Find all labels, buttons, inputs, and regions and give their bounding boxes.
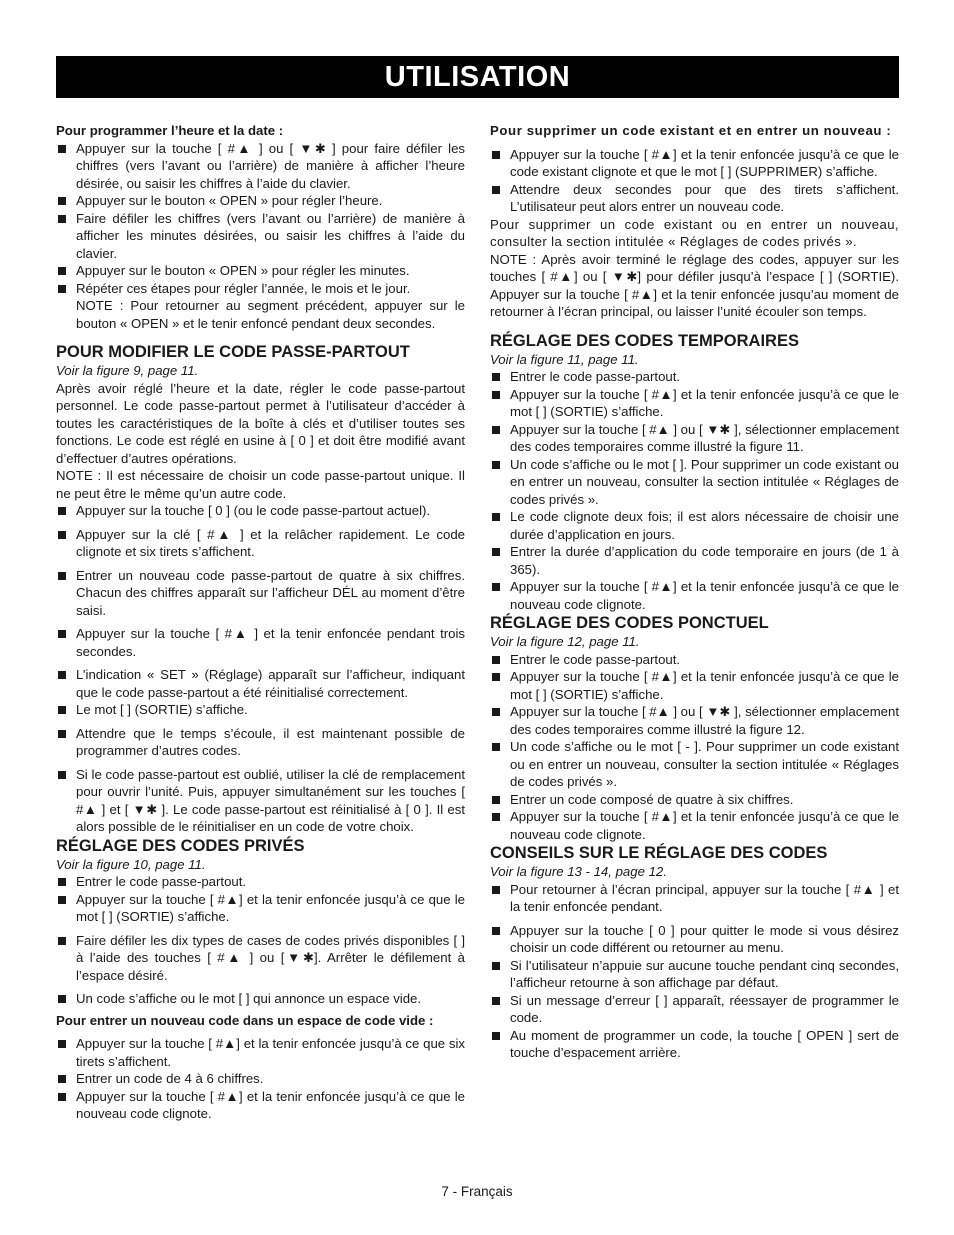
prog-note: NOTE : Pour retourner au segment précédent, appuyer sur le bouton « OPEN » et le tenir enfoncé pendant deux secondes. (76, 298, 465, 331)
delete-list (490, 146, 899, 216)
ponct-ref: Voir la figure 12, page 11. (490, 634, 640, 649)
list-item: Entrer le code passe-partout. (490, 651, 899, 669)
page-footer: 7 - Français (441, 1184, 513, 1199)
list-item: Au moment de programmer un code, la touche [ OPEN ] sert de touche d’espacement arrière. (490, 1027, 899, 1062)
list-item: Appuyer sur la touche [ #▲ ] ou [ ▼✱ ], sélectionner emplacement des codes temporaires comme illustré la figure 11. (490, 421, 899, 456)
delete-heading: Pour supprimer un code existant et en entrer un nouveau : (490, 123, 892, 138)
list-item: Appuyer sur la touche [ #▲] et la tenir enfoncée jusqu’à ce que le mot [ ] (SORTIE) s’affiche. (56, 891, 465, 926)
temp-heading: RÉGLAGE DES CODES TEMPORAIRES (490, 331, 799, 350)
list-item: Un code s’affiche ou le mot [ - ]. Pour supprimer un code existant ou en entrer un nouveau, consulter la section intitulée « Réglages de codes privés ». (490, 738, 899, 791)
list-item: Si l’utilisateur n’appuie sur aucune touche pendant cinq secondes, l’afficheur retourne à son affichage par défaut. (490, 957, 899, 992)
list-item: Pour retourner à l’écran principal, appuyer sur la touche [ #▲ ] et la tenir enfoncée pendant. (490, 881, 899, 916)
ponct-heading: RÉGLAGE DES CODES PONCTUEL (490, 614, 769, 632)
list-item: Appuyer sur la clé [ #▲ ] et la relâcher rapidement. Le code clignote et six tirets s’affichent. (56, 526, 465, 561)
list-item: Le code clignote deux fois; il est alors nécessaire de choisir une durée d’application en jours. (490, 508, 899, 543)
list-item: Attendre que le temps s’écoule, il est maintenant possible de programmer d’autres codes. (56, 725, 465, 760)
tips-list (490, 881, 899, 1062)
list-item: Appuyer sur le bouton « OPEN » pour régler les minutes. (56, 262, 465, 280)
temp-list (490, 368, 899, 613)
list-item: Appuyer sur la touche [ #▲] et la tenir enfoncée jusqu’à ce que le nouveau code clignote. (490, 578, 899, 613)
list-item: Appuyer sur la touche [ #▲] et la tenir enfoncée jusqu’à ce que le mot [ ] (SORTIE) s’affiche. (490, 386, 899, 421)
list-item: Entrer le code passe-partout. (56, 873, 465, 891)
empty-list (56, 1035, 465, 1123)
tips-ref: Voir la figure 13 - 14, page 12. (490, 864, 667, 879)
list-item: Un code s’affiche ou le mot [ ] qui annonce un espace vide. (56, 990, 465, 1008)
private-list (56, 873, 465, 1008)
list-item: Faire défiler les chiffres (vers l’avant ou l’arrière) de manière à afficher les minutes désirées, ou saisir les chiffres à l’aide du clavier. (56, 210, 465, 263)
prog-heading: Pour programmer l’heure et la date : (56, 123, 284, 138)
right-column (490, 122, 899, 1062)
list-item: Appuyer sur la touche [ 0 ] (ou le code passe-partout actuel). (56, 502, 465, 520)
list-item: Entrer un code de 4 à 6 chiffres. (56, 1070, 465, 1088)
prog-list (56, 140, 465, 298)
left-column (56, 122, 465, 1123)
list-item: Appuyer sur la touche [ #▲] et la tenir enfoncée jusqu’à ce que le code existant clignote et que le mot [ ] (SUPPRIMER) s’affiche. (490, 146, 899, 181)
list-item: Appuyer sur la touche [ #▲] et la tenir enfoncée jusqu’à ce que le nouveau code clignote. (56, 1088, 465, 1123)
delete-para: Pour supprimer un code existant ou en entrer un nouveau, consulter la section intitulée « Réglages de codes privés ». (490, 216, 899, 249)
list-item: Appuyer sur la touche [ 0 ] pour quitter le mode si vous désirez choisir un code différent ou retourner au menu. (490, 922, 899, 957)
list-item: Entrer un nouveau code passe-partout de quatre à six chiffres. Chacun des chiffres apparaît sur l’afficheur DÉL au moment d’être saisi. (56, 567, 465, 620)
list-item: Appuyer sur la touche [ #▲] et la tenir enfoncée jusqu’à ce que le mot [ ] (SORTIE) s’affiche. (490, 668, 899, 703)
page-title-bar (56, 56, 899, 98)
list-item: Appuyer sur la touche [ #▲ ] ou [ ▼✱ ] pour faire défiler les chiffres (vers l’avant ou l’arrière) de manière à afficher l’heure désirée, ou saisir les chiffres à l’aide du clavier. (56, 140, 465, 193)
private-ref: Voir la figure 10, page 11. (56, 856, 206, 872)
list-item: Attendre deux secondes pour que des tirets s’affichent. L’utilisateur peut alors entrer un nouveau code. (490, 181, 899, 216)
list-item: Appuyer sur la touche [ #▲] et la tenir enfoncée jusqu’à ce que le nouveau code clignote. (490, 808, 899, 843)
list-item: Appuyer sur le bouton « OPEN » pour régler l’heure. (56, 192, 465, 210)
list-item: Si un message d’erreur [ ] apparaît, réessayer de programmer le code. (490, 992, 899, 1027)
list-item: Le mot [ ] (SORTIE) s’affiche. (56, 701, 465, 719)
page-title: UTILISATION (384, 61, 571, 93)
list-item: Appuyer sur la touche [ #▲] et la tenir enfoncée jusqu’à ce que six tirets s’affichent. (56, 1035, 465, 1070)
list-item: Entrer un code composé de quatre à six chiffres. (490, 791, 899, 809)
master-heading: POUR MODIFIER LE CODE PASSE-PARTOUT (56, 343, 410, 361)
temp-ref: Voir la figure 11, page 11. (490, 351, 639, 367)
list-item: L’indication « SET » (Réglage) apparaît sur l’afficheur, indiquant que le code passe-partout a été réinitialisé correctement. (56, 666, 465, 701)
list-item: Si le code passe-partout est oublié, utiliser la clé de remplacement pour ouvrir l’unité. Puis, appuyer simultanément sur les touches [ #▲ ] et [ ▼✱ ]. Le code passe-partout est réinitialisé à [ 0 ]. Il est alors possible de le réinitialiser en un code de votre choix. (56, 766, 465, 836)
private-heading: RÉGLAGE DES CODES PRIVÉS (56, 836, 305, 855)
tips-heading: CONSEILS SUR LE RÉGLAGE DES CODES (490, 844, 828, 862)
list-item: Un code s’affiche ou le mot [ ]. Pour supprimer un code existant ou en entrer un nouveau, consulter la section intitulée « Réglages de codes privés ». (490, 456, 899, 509)
master-list (56, 502, 465, 836)
delete-note: NOTE : Après avoir terminé le réglage des codes, appuyer sur les touches [ #▲] ou [ ▼✱] pour défiler jusqu’à l’espace [ ] (SORTIE). Appuyer sur la touche [ #▲] et la tenir enfoncée jusqu’au moment de retourner à l’écran principal, ou laisser l’unité écouler son temps. (490, 251, 899, 319)
list-item: Entrer le code passe-partout. (490, 368, 899, 386)
list-item: Faire défiler les dix types de cases de codes privés disponibles [ ] à l’aide des touches [ #▲ ] ou [▼✱]. Arrêter le défilement à l’espace désiré. (56, 932, 465, 985)
master-ref: Voir la figure 9, page 11. (56, 363, 199, 378)
empty-heading: Pour entrer un nouveau code dans un espace de code vide : (56, 1012, 434, 1028)
ponct-list (490, 651, 899, 844)
list-item: Entrer la durée d’application du code temporaire en jours (de 1 à 365). (490, 543, 899, 578)
list-item: Appuyer sur la touche [ #▲ ] ou [ ▼✱ ], sélectionner emplacement des codes temporaires comme illustré la figure 12. (490, 703, 899, 738)
list-item: Répéter ces étapes pour régler l’année, le mois et le jour. (56, 280, 465, 298)
master-note: NOTE : Il est nécessaire de choisir un code passe-partout unique. Il ne peut être le même qu’un autre code. (56, 468, 465, 501)
master-para: Après avoir réglé l’heure et la date, régler le code passe-partout personnel. Le code passe-partout permet à l’utilisateur d’accéder à toutes les caractéristiques de la boîte à clés et d’utiliser toutes ses fonctions. Le code est réglé en usine à [ 0 ] et doit être modifié avant d’effectuer d’autres opérations. (56, 380, 465, 466)
list-item: Appuyer sur la touche [ #▲ ] et la tenir enfoncée pendant trois secondes. (56, 625, 465, 660)
